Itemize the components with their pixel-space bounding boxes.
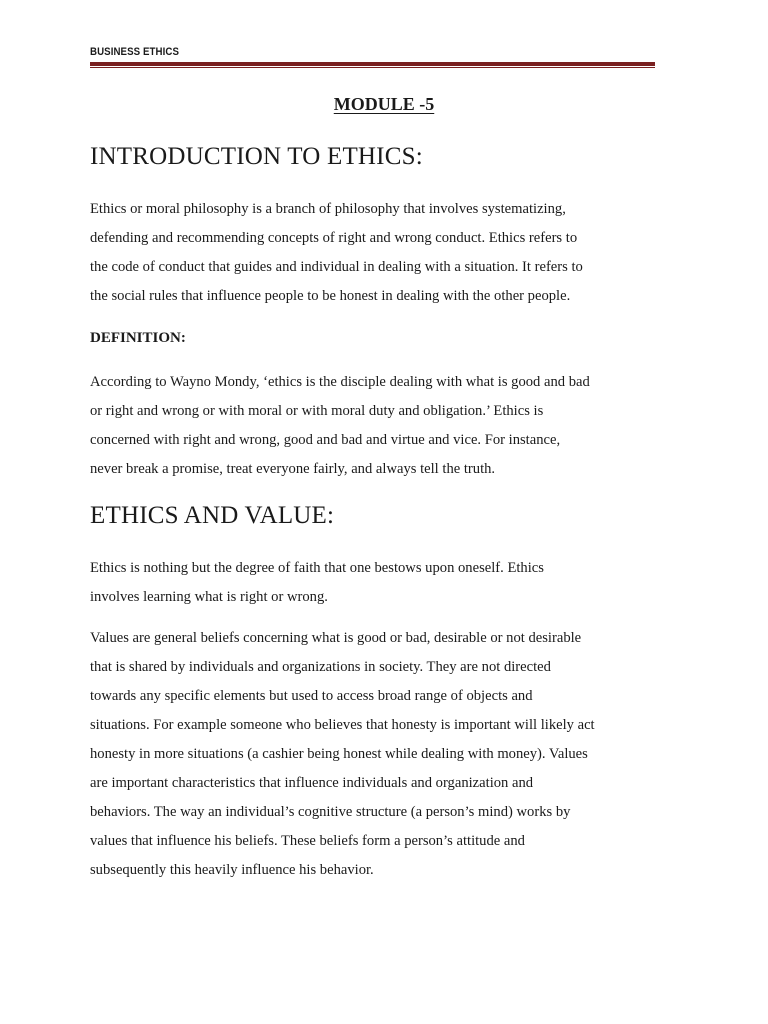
- section-heading-introduction: INTRODUCTION TO ETHICS:: [90, 143, 423, 170]
- paragraph-line: the code of conduct that guides and individual in dealing with a situation. It refers to: [90, 259, 583, 275]
- paragraph-line: or right and wrong or with moral or with moral duty and obligation.’ Ethics is: [90, 403, 544, 419]
- paragraph-line: are important characteristics that influence individuals and organization and: [90, 775, 534, 791]
- paragraph-line: concerned with right and wrong, good and bad and virtue and vice. For instance,: [90, 432, 561, 448]
- intro-paragraph: [90, 195, 662, 311]
- paragraph-line: situations. For example someone who believes that honesty is important will likely act: [90, 717, 595, 733]
- paragraph-line: defending and recommending concepts of right and wrong conduct. Ethics refers to: [90, 230, 578, 246]
- paragraph-line: values that influence his beliefs. These beliefs form a person’s attitude and: [90, 833, 525, 849]
- paragraph-line: honesty in more situations (a cashier being honest while dealing with money). Values: [90, 746, 588, 762]
- header-rule-thin: [90, 67, 655, 68]
- definition-heading: DEFINITION:: [90, 330, 186, 346]
- paragraph-line: According to Wayno Mondy, ‘ethics is the disciple dealing with what is good and bad: [90, 374, 590, 390]
- running-header: BUSINESS ETHICS: [90, 46, 180, 58]
- paragraph-line: never break a promise, treat everyone fairly, and always tell the truth.: [90, 461, 496, 477]
- paragraph-line: Values are general beliefs concerning what is good or bad, desirable or not desirable: [90, 630, 582, 646]
- paragraph-line: Ethics or moral philosophy is a branch of philosophy that involves systematizing,: [90, 201, 566, 217]
- ethics-faith-paragraph: [90, 554, 662, 612]
- paragraph-line: that is shared by individuals and organizations in society. They are not directed: [90, 659, 551, 675]
- header-rule-thick: [90, 62, 655, 66]
- values-paragraph: [90, 624, 662, 885]
- paragraph-line: involves learning what is right or wrong.: [90, 589, 328, 605]
- paragraph-line: subsequently this heavily influence his behavior.: [90, 862, 374, 878]
- paragraph-line: behaviors. The way an individual’s cognitive structure (a person’s mind) works by: [90, 804, 571, 820]
- paragraph-line: the social rules that influence people to be honest in dealing with the other people.: [90, 288, 571, 304]
- module-title: MODULE -5: [333, 94, 435, 114]
- section-heading-ethics-and-value: ETHICS AND VALUE:: [90, 502, 335, 529]
- paragraph-line: towards any specific elements but used to access broad range of objects and: [90, 688, 533, 704]
- definition-paragraph: [90, 368, 662, 484]
- paragraph-line: Ethics is nothing but the degree of faith that one bestows upon oneself. Ethics: [90, 560, 544, 576]
